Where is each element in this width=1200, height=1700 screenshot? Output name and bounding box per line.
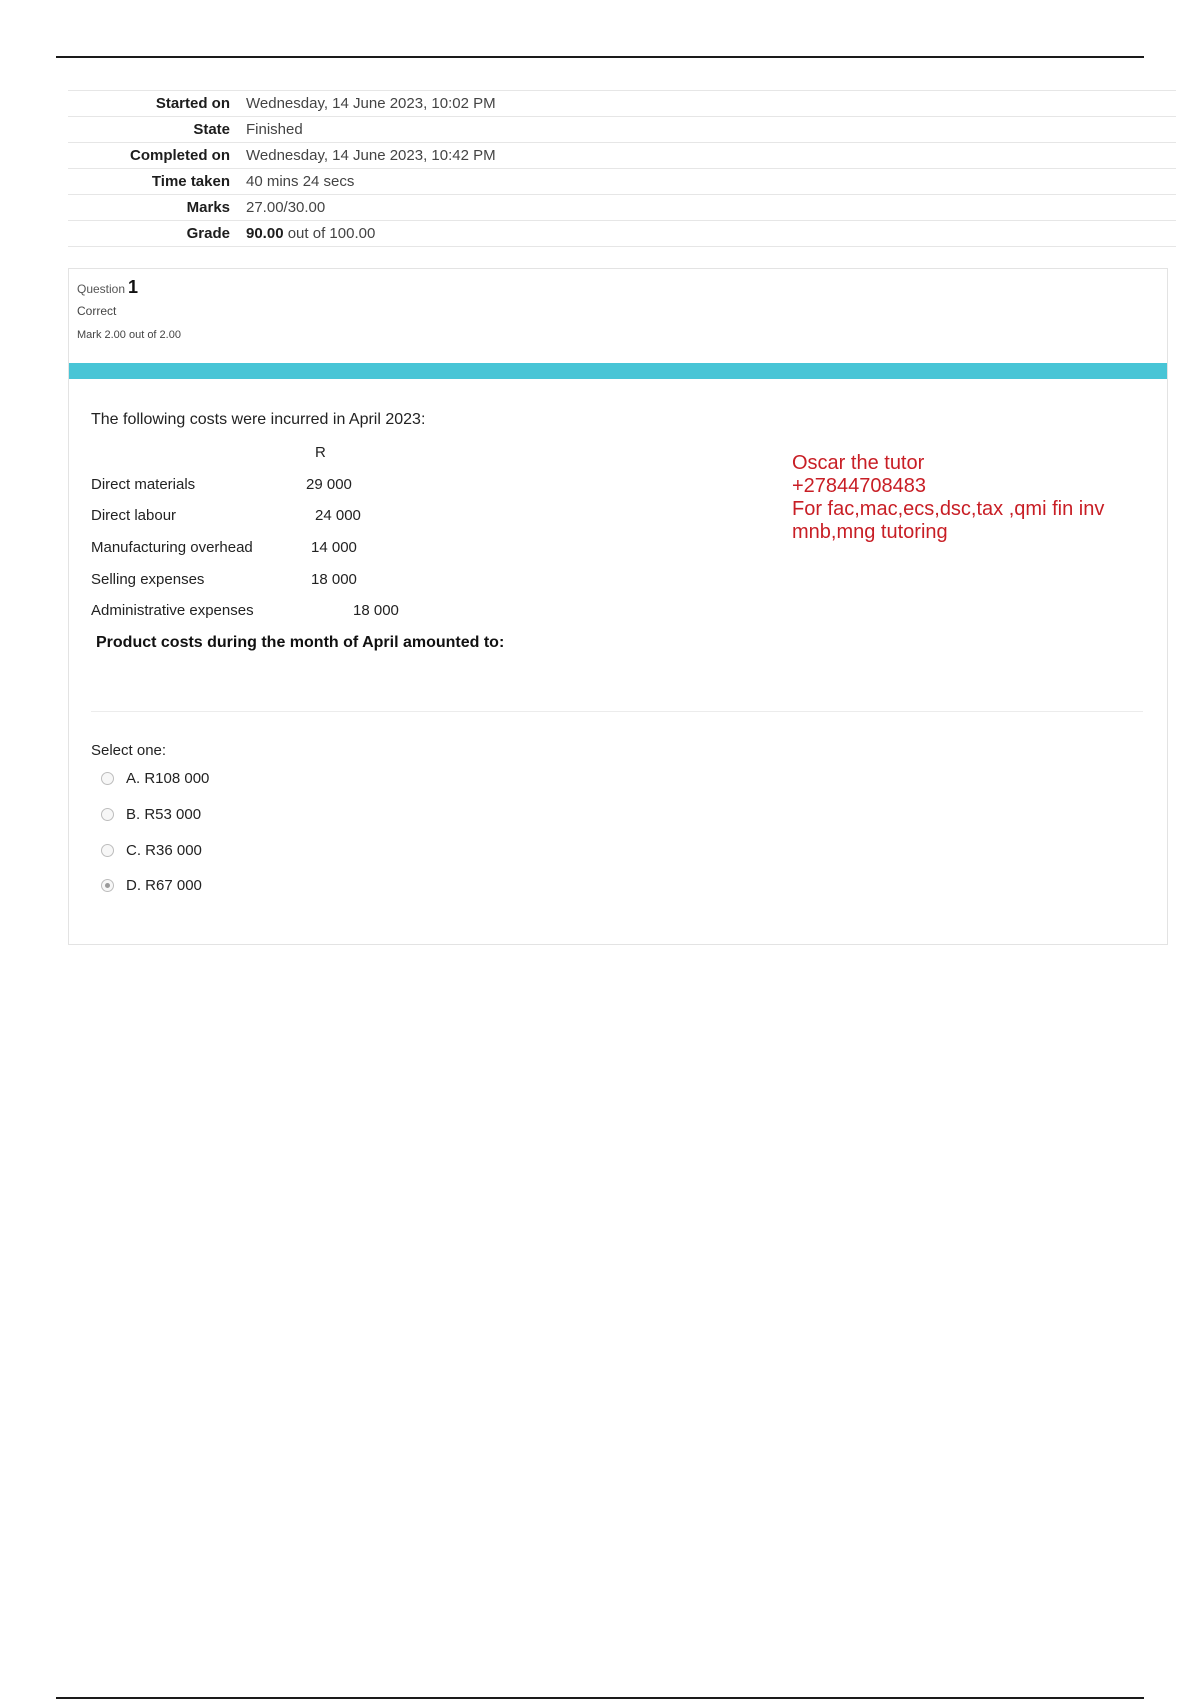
summary-label: Grade [186,225,230,242]
answer-option-b[interactable] [101,803,201,825]
currency-header: R [315,444,326,461]
question-text: The following costs were incurred in April 2023: [91,411,426,428]
select-one-label: Select one: [91,742,167,759]
summary-label: Time taken [151,173,230,190]
cost-item: Manufacturing overhead [91,539,253,556]
summary-value: Wednesday, 14 June 2023, 10:02 PM [246,95,496,112]
summary-label: Completed on [130,147,230,164]
summary-value [246,221,1176,247]
radio-button[interactable] [101,808,114,821]
answer-option-c[interactable] [101,839,202,861]
cost-amount: 24 000 [315,507,361,524]
summary-value: Wednesday, 14 June 2023, 10:42 PM [246,147,496,164]
summary-value: 40 mins 24 secs [246,173,355,190]
summary-label: State [193,121,230,138]
cost-amount: 29 000 [306,476,352,493]
radio-button[interactable] [101,844,114,857]
option-label: C. R36 000 [126,841,202,859]
radio-button-selected[interactable] [101,879,114,892]
question-state: Correct [77,304,117,318]
summary-value: 27.00/30.00 [246,199,326,216]
cost-amount: 18 000 [353,602,399,619]
option-label: D. R67 000 [126,876,202,894]
summary-row-state [68,117,1176,143]
question-prompt: Product costs during the month of April amounted to: [96,634,505,651]
cost-item: Administrative expenses [91,602,254,619]
option-label: B. R53 000 [126,805,202,823]
summary-label: Started on [155,95,230,112]
question-number: 1 [128,277,139,297]
grade-out-of: out of 100.00 [287,225,376,242]
answer-option-d[interactable] [101,874,202,896]
summary-row-started [68,91,1176,117]
question-label: Question [77,282,126,296]
top-rule [56,56,1144,58]
summary-row-marks [68,195,1176,221]
question-content-bar [69,363,1167,379]
option-label: A. R108 000 [126,769,210,787]
question-info [77,277,181,341]
radio-button[interactable] [101,772,114,785]
answer-option-a[interactable] [101,767,209,789]
question-mark: Mark 2.00 out of 2.00 [77,329,181,341]
cost-item: Direct labour [91,507,177,524]
summary-row-grade [68,221,1176,247]
attempt-summary-table [68,90,1176,247]
summary-label: Marks [186,199,230,216]
summary-row-time-taken [68,169,1176,195]
watermark-line: +27844708483 [792,475,927,497]
watermark-line: mnb,mng tutoring [792,521,948,543]
bottom-rule [56,1697,1144,1699]
answer-divider [91,711,1143,712]
summary-row-completed [68,143,1176,169]
watermark-line: For fac,mac,ecs,dsc,tax ,qmi fin inv [792,498,1105,520]
watermark-line: Oscar the tutor [792,452,925,474]
tutor-watermark [792,452,1104,544]
cost-amount: 14 000 [311,539,357,556]
cost-item: Direct materials [91,476,196,493]
grade-score: 90.00 [246,225,284,242]
question-box [68,268,1168,945]
cost-item: Selling expenses [91,571,205,588]
summary-value: Finished [246,121,303,138]
cost-amount: 18 000 [311,571,357,588]
